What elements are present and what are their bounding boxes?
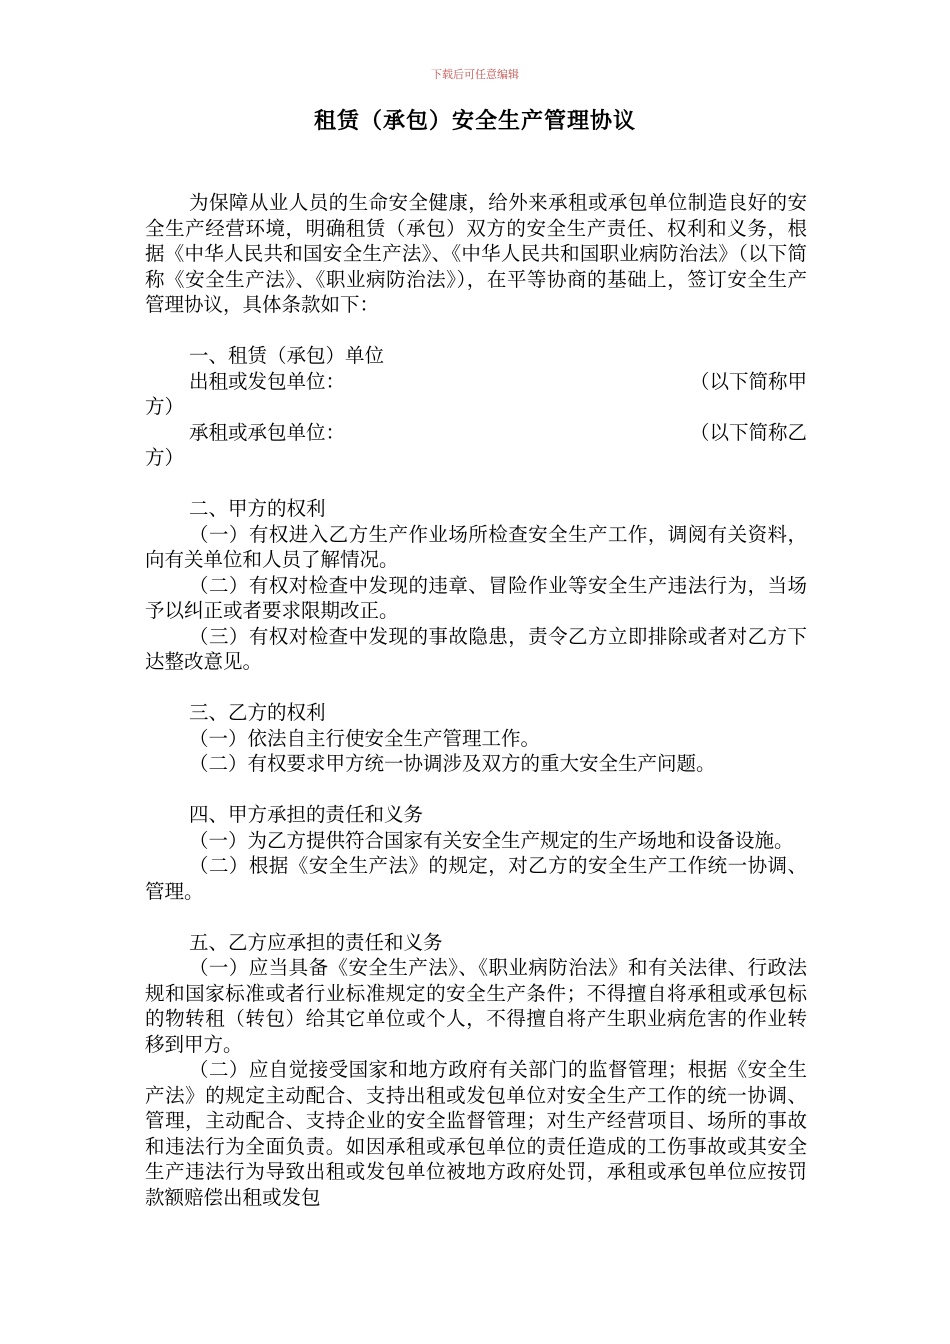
section3-heading: 三、乙方的权利: [189, 701, 326, 724]
section5-heading: 五、乙方应承担的责任和义务: [189, 930, 443, 954]
header-note: 下载后可任意编辑: [431, 68, 519, 81]
section3-item: （一）依法自主行使安全生产管理工作。: [189, 726, 541, 750]
lessee-label: 承租或承包单位：: [189, 420, 346, 444]
section2-item: （三）有权对检查中发现的事故隐患，责令乙方立即排除或者对乙方下达整改意见。: [145, 624, 807, 673]
section4-heading: 四、甲方承担的责任和义务: [189, 803, 424, 826]
lessee-tail: 方）: [145, 446, 185, 469]
section2-heading: 二、甲方的权利: [189, 497, 326, 520]
lessor-suffix: （以下简称甲: [689, 369, 807, 393]
document-title: 租赁（承包）安全生产管理协议: [313, 109, 636, 134]
section4-item: （一）为乙方提供符合国家有关安全生产规定的生产场地和设备设施。: [189, 828, 794, 852]
section5-item: （二）应自觉接受国家和地方政府有关部门的监督管理；根据《安全生产法》的规定主动配合、支持出租或发包单位对安全生产工作的统一协调、管理，主动配合、支持企业的安全监督管理；对生产经营项目、场所的事故和违法行为全面负责。如因承租或承包单位的责任造成的工伤事故或其安全生产违法行为导致出租或发包单位被地方政府处罚，承租或承包单位应按罚款额赔偿出租或发包: [145, 1058, 807, 1209]
document-body: [145, 190, 807, 1210]
section1-heading: 一、租赁（承包）单位: [189, 344, 385, 367]
lessor-label: 出租或发包单位：: [189, 369, 346, 393]
section5-item: （一）应当具备《安全生产法》、《职业病防治法》和有关法律、行政法规和国家标准或者行业标准规定的安全生产条件；不得擅自将承租或承包标的物转租（转包）给其它单位或个人，不得擅自将产生职业病危害的作业转移到甲方。: [145, 956, 807, 1056]
section2-item: （一）有权进入乙方生产作业场所检查安全生产工作，调阅有关资料，向有关单位和人员了解情况。: [145, 522, 807, 571]
lessor-tail: 方）: [145, 395, 185, 418]
intro-paragraph: 为保障从业人员的生命安全健康，给外来承租或承包单位制造良好的安全生产经营环境，明确租赁（承包）双方的安全生产责任、权利和义务，根据《中华人民共和国安全生产法》、《中华人民共和国职业病防治法》（以下简称《安全生产法》、《职业病防治法》），在平等协商的基础上，签订安全生产管理协议，具体条款如下：: [145, 191, 807, 316]
section3-item: （二）有权要求甲方统一协调涉及双方的重大安全生产问题。: [189, 752, 716, 775]
lessee-suffix: （以下简称乙: [689, 420, 807, 444]
lessee-row: [145, 420, 807, 446]
section2-item: （二）有权对检查中发现的违章、冒险作业等安全生产违法行为，当场予以纠正或者要求限期改正。: [145, 573, 807, 622]
section4-item: （二）根据《安全生产法》的规定，对乙方的安全生产工作统一协调、管理。: [145, 854, 807, 903]
lessor-row: [145, 369, 807, 395]
